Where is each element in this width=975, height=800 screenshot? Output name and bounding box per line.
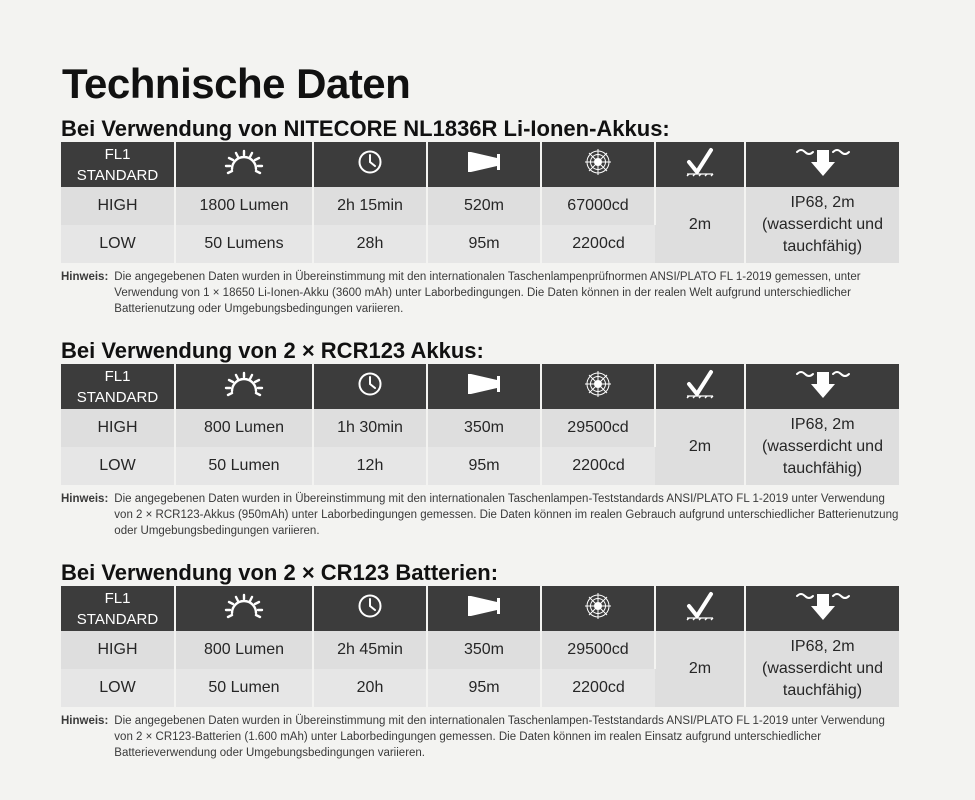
distance-cell: 350m <box>427 409 541 447</box>
runtime-cell: 28h <box>313 225 427 263</box>
mode-header-line1: FL1 <box>104 589 131 607</box>
table-header-row <box>61 586 899 631</box>
note-label: Hinweis: <box>61 493 109 505</box>
mode-header <box>61 364 175 409</box>
mode-cell: LOW <box>61 225 175 263</box>
impact-resistance-icon <box>685 147 715 183</box>
mode-cell: HIGH <box>61 631 175 669</box>
output-cell: 1800 Lumen <box>175 187 313 225</box>
brightness-icon <box>224 593 264 625</box>
spec-table <box>61 586 899 707</box>
waterproof-icon <box>795 590 851 628</box>
column-header <box>313 586 427 631</box>
brightness-icon <box>224 371 264 403</box>
mode-header <box>61 586 175 631</box>
column-header <box>541 142 655 187</box>
runtime-cell: 2h 15min <box>313 187 427 225</box>
table-header-row <box>61 364 899 409</box>
column-header <box>541 364 655 409</box>
intensity-target-icon <box>584 592 612 626</box>
output-cell: 800 Lumen <box>175 631 313 669</box>
mode-header-line2: STANDARD <box>76 610 159 628</box>
mode-cell: HIGH <box>61 187 175 225</box>
note-text: Die angegebenen Daten wurden in Übereinstimmung mit den internationalen Taschenlampen-Teststandards ANSI/PLATO FL 1-2019 unter Verwendung von 2 × CR123-Batterien (1.600 mAh) unter Laborbedingungen gemessen. Die Daten können im realen Einsatz aufgrund unterschiedlicher Batterieverwendung oder Umgebungsbedingungen variieren. <box>114 715 885 759</box>
mode-cell: LOW <box>61 447 175 485</box>
note-text: Die angegebenen Daten wurden in Übereinstimmung mit den internationalen Taschenlampenprüfnormen ANSI/PLATO FL 1-2019 gemessen, unter Verwendung von 1 × 18650 Li-Ionen-Akku (3600 mAh) unter Laborbedingungen. Die Daten können in der realen Welt aufgrund unterschiedlicher Batterienutzung oder Umgebungsbedingungen variieren. <box>114 271 861 315</box>
brightness-icon <box>224 149 264 181</box>
column-header <box>745 364 899 409</box>
waterproof-line1: IP68, 2m <box>790 416 855 433</box>
note-label: Hinweis: <box>61 271 109 283</box>
spec-section <box>61 116 899 317</box>
output-cell: 50 Lumens <box>175 225 313 263</box>
table-row <box>61 409 899 447</box>
mode-header-line1: FL1 <box>104 367 131 385</box>
output-cell: 800 Lumen <box>175 409 313 447</box>
section-title: Bei Verwendung von 2 × RCR123 Akkus: <box>61 338 484 363</box>
waterproof-line2: (wasserdicht und <box>762 438 883 455</box>
table-row <box>61 187 899 225</box>
distance-cell: 520m <box>427 187 541 225</box>
column-header <box>313 142 427 187</box>
spec-table <box>61 142 899 263</box>
distance-cell: 95m <box>427 225 541 263</box>
waterproof-icon <box>795 368 851 406</box>
note <box>61 491 899 539</box>
runtime-clock-icon <box>356 592 384 626</box>
impact-resistance-icon <box>685 369 715 405</box>
runtime-cell: 20h <box>313 669 427 707</box>
intensity-cell: 2200cd <box>541 447 655 485</box>
column-header <box>745 142 899 187</box>
column-header <box>427 364 541 409</box>
intensity-target-icon <box>584 370 612 404</box>
spec-section <box>61 338 899 539</box>
waterproof-icon <box>795 146 851 184</box>
distance-cell: 350m <box>427 631 541 669</box>
distance-cell: 95m <box>427 669 541 707</box>
impact-cell: 2m <box>655 631 745 707</box>
note <box>61 713 899 761</box>
spec-section <box>61 560 899 761</box>
column-header <box>427 142 541 187</box>
output-cell: 50 Lumen <box>175 447 313 485</box>
runtime-cell: 12h <box>313 447 427 485</box>
section-title: Bei Verwendung von 2 × CR123 Batterien: <box>61 560 499 585</box>
beam-distance-icon <box>467 594 501 624</box>
intensity-cell: 2200cd <box>541 669 655 707</box>
impact-cell: 2m <box>655 409 745 485</box>
section-title: Bei Verwendung von NITECORE NL1836R Li-Ionen-Akkus: <box>61 116 670 141</box>
column-header <box>655 364 745 409</box>
distance-cell: 95m <box>427 447 541 485</box>
note <box>61 269 899 317</box>
runtime-clock-icon <box>356 148 384 182</box>
column-header <box>541 586 655 631</box>
mode-header-line1: FL1 <box>104 145 131 163</box>
column-header <box>175 142 313 187</box>
column-header <box>745 586 899 631</box>
column-header <box>175 364 313 409</box>
beam-distance-icon <box>467 372 501 402</box>
waterproof-line1: IP68, 2m <box>790 638 855 655</box>
waterproof-line2: (wasserdicht und <box>762 216 883 233</box>
spec-table <box>61 364 899 485</box>
page-title: Technische Daten <box>62 60 411 107</box>
waterproof-line3: tauchfähig) <box>782 460 863 477</box>
column-header <box>313 364 427 409</box>
note-text: Die angegebenen Daten wurden in Übereinstimmung mit den internationalen Taschenlampen-Teststandards ANSI/PLATO FL 1-2019 unter Verwendung von 2 × RCR123-Akkus (950mAh) unter Laborbedingungen gemessen. Die Daten können im realen Gebrauch aufgrund unterschiedlicher Batterienutzung oder Umgebungsbedingungen variieren. <box>114 493 899 537</box>
waterproof-cell <box>745 187 899 263</box>
column-header <box>175 586 313 631</box>
output-cell: 50 Lumen <box>175 669 313 707</box>
intensity-cell: 67000cd <box>541 187 655 225</box>
waterproof-line3: tauchfähig) <box>782 682 863 699</box>
mode-header-line2: STANDARD <box>76 388 159 406</box>
runtime-cell: 1h 30min <box>313 409 427 447</box>
mode-header <box>61 142 175 187</box>
impact-resistance-icon <box>685 591 715 627</box>
waterproof-line2: (wasserdicht und <box>762 660 883 677</box>
impact-cell: 2m <box>655 187 745 263</box>
runtime-cell: 2h 45min <box>313 631 427 669</box>
note-label: Hinweis: <box>61 715 109 727</box>
mode-cell: HIGH <box>61 409 175 447</box>
beam-distance-icon <box>467 150 501 180</box>
waterproof-line3: tauchfähig) <box>782 238 863 255</box>
intensity-cell: 2200cd <box>541 225 655 263</box>
intensity-cell: 29500cd <box>541 409 655 447</box>
table-header-row <box>61 142 899 187</box>
waterproof-line1: IP68, 2m <box>790 194 855 211</box>
column-header <box>655 586 745 631</box>
waterproof-cell <box>745 631 899 707</box>
mode-cell: LOW <box>61 669 175 707</box>
mode-header-line2: STANDARD <box>76 166 159 184</box>
runtime-clock-icon <box>356 370 384 404</box>
column-header <box>427 586 541 631</box>
column-header <box>655 142 745 187</box>
table-row <box>61 631 899 669</box>
intensity-target-icon <box>584 148 612 182</box>
intensity-cell: 29500cd <box>541 631 655 669</box>
waterproof-cell <box>745 409 899 485</box>
